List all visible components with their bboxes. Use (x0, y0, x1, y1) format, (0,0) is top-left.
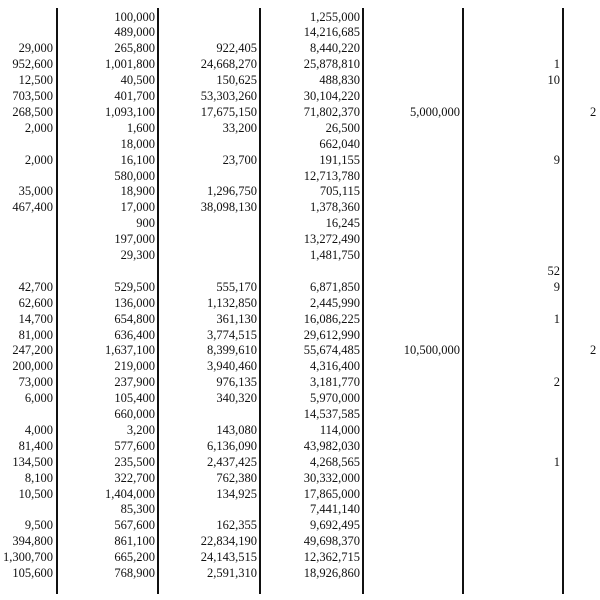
table-cell-col-6: 10 (547, 73, 560, 88)
table-row (0, 57, 600, 73)
table-cell-col-4: 662,040 (319, 136, 360, 151)
table-cell-col-4: 16,245 (325, 216, 360, 231)
table-row (0, 423, 600, 439)
table-row (0, 153, 600, 169)
table-cell-col-1: 10,500 (18, 486, 53, 501)
table-cell-col-1: 62,600 (18, 295, 53, 310)
table-row (0, 407, 600, 423)
table-row (0, 439, 600, 455)
table-cell-col-1: 14,700 (18, 311, 53, 326)
table-row (0, 312, 600, 328)
table-cell-col-4: 26,500 (325, 120, 360, 135)
table-cell-col-4: 4,268,565 (310, 454, 360, 469)
table-cell-col-2: 1,600 (126, 120, 155, 135)
table-cell-col-2: 489,000 (114, 25, 155, 40)
table-cell-col-1: 12,500 (18, 73, 53, 88)
table-cell-col-4: 705,115 (319, 184, 360, 199)
table-cell-col-4: 13,272,490 (303, 232, 360, 247)
table-cell-col-2: 29,300 (120, 248, 155, 262)
table-cell-col-1: 73,000 (18, 375, 53, 390)
table-cell-col-3: 162,355 (216, 518, 257, 533)
table-row (0, 296, 600, 312)
table-row (0, 343, 600, 359)
table-cell-col-4: 16,086,225 (303, 311, 360, 326)
table-cell-col-5: 5,000,000 (410, 104, 460, 119)
table-row (0, 518, 600, 534)
table-row (0, 534, 600, 550)
table-cell-col-3: 38,098,130 (200, 200, 257, 215)
table-cell-col-2: 861,100 (114, 534, 155, 549)
table-cell-col-6: 9 (553, 152, 560, 167)
table-row (0, 73, 600, 89)
table-row (0, 502, 600, 518)
table-row (0, 25, 600, 41)
table-cell-col-2: 16,100 (120, 152, 155, 167)
table-cell-col-7: 2 (590, 343, 597, 358)
table-cell-col-4: 30,104,220 (303, 89, 360, 103)
table-cell-col-4: 1,481,750 (310, 248, 360, 262)
table-row (0, 216, 600, 232)
table-cell-col-4: 18,926,860 (303, 566, 360, 580)
table-cell-col-4: 6,871,850 (310, 279, 360, 294)
table-cell-col-6: 1 (553, 57, 560, 72)
table-cell-col-3: 24,143,515 (200, 550, 257, 565)
table-cell-col-3: 150,625 (216, 73, 257, 88)
table-cell-col-4: 114,000 (319, 422, 360, 437)
table-row (0, 121, 600, 137)
table-row (0, 89, 600, 105)
table-cell-col-2: 219,000 (114, 359, 155, 374)
table-cell-col-7: 2 (590, 104, 597, 119)
table-cell-col-4: 17,865,000 (303, 486, 360, 501)
table-cell-col-2: 577,600 (114, 438, 155, 453)
table-cell-col-2: 105,400 (114, 391, 155, 406)
table-cell-col-3: 143,080 (216, 422, 257, 437)
table-cell-col-3: 1,296,750 (207, 184, 257, 199)
table-cell-col-2: 636,400 (114, 327, 155, 342)
table-row (0, 328, 600, 344)
table-cell-col-2: 665,200 (114, 550, 155, 565)
table-cell-col-2: 40,500 (120, 73, 155, 88)
table-row (0, 137, 600, 153)
table-row (0, 471, 600, 487)
table-cell-col-1: 134,500 (12, 454, 53, 469)
table-cell-col-4: 3,181,770 (310, 375, 360, 390)
table-cell-col-1: 81,400 (18, 438, 53, 453)
table-cell-col-4: 14,537,585 (303, 407, 360, 421)
table-cell-col-2: 1,093,100 (105, 104, 155, 119)
table-cell-col-4: 2,445,990 (310, 295, 360, 310)
table-cell-col-4: 29,612,990 (303, 327, 360, 342)
table-cell-col-1: 8,100 (24, 470, 53, 485)
table-cell-col-2: 18,000 (120, 136, 155, 151)
table-cell-col-1: 703,500 (12, 89, 53, 103)
table-cell-col-4: 5,970,000 (310, 391, 360, 406)
table-row (0, 566, 600, 582)
table-cell-col-4: 30,332,000 (303, 470, 360, 485)
table-cell-col-4: 43,982,030 (303, 438, 360, 453)
table-cell-col-3: 1,132,850 (207, 295, 257, 310)
table-cell-col-1: 2,000 (24, 120, 53, 135)
table-cell-col-2: 3,200 (126, 422, 155, 437)
table-cell-col-1: 42,700 (18, 279, 53, 294)
table-row (0, 41, 600, 57)
table-row (0, 391, 600, 407)
table-cell-col-2: 768,900 (114, 566, 155, 580)
table-cell-col-1: 394,800 (12, 534, 53, 549)
table-cell-col-6: 9 (553, 279, 560, 294)
table-cell-col-2: 136,000 (114, 295, 155, 310)
table-cell-col-1: 6,000 (24, 391, 53, 406)
table-row (0, 455, 600, 471)
table-cell-col-1: 2,000 (24, 152, 53, 167)
table-cell-col-1: 105,600 (12, 566, 53, 580)
table-cell-col-2: 18,900 (120, 184, 155, 199)
table-cell-col-2: 1,637,100 (105, 343, 155, 358)
table-cell-col-4: 191,155 (319, 152, 360, 167)
table-cell-col-2: 265,800 (114, 41, 155, 56)
table-cell-col-1: 81,000 (18, 327, 53, 342)
table-cell-col-2: 85,300 (120, 502, 155, 517)
table-cell-col-4: 55,674,485 (303, 343, 360, 358)
table-cell-col-2: 654,800 (114, 311, 155, 326)
table-cell-col-2: 197,000 (114, 232, 155, 247)
table-cell-col-3: 340,320 (216, 391, 257, 406)
table-cell-col-1: 29,000 (18, 41, 53, 56)
table-row (0, 200, 600, 216)
table-cell-col-2: 235,500 (114, 454, 155, 469)
table-cell-col-3: 17,675,150 (200, 104, 257, 119)
table-cell-col-4: 12,713,780 (303, 168, 360, 183)
table-cell-col-4: 25,878,810 (303, 57, 360, 72)
table-cell-col-2: 322,700 (114, 470, 155, 485)
table-cell-col-4: 1,255,000 (310, 9, 360, 24)
table-cell-col-3: 8,399,610 (207, 343, 257, 358)
table-cell-col-2: 567,600 (114, 518, 155, 533)
table-cell-col-4: 488,830 (319, 73, 360, 88)
table-row (0, 487, 600, 503)
table-cell-col-3: 134,925 (216, 486, 257, 501)
table-cell-col-1: 1,300,700 (3, 550, 53, 565)
table-cell-col-1: 467,400 (12, 200, 53, 215)
table-cell-col-3: 2,591,310 (207, 566, 257, 580)
table-cell-col-2: 1,001,800 (105, 57, 155, 72)
table-cell-col-3: 976,135 (216, 375, 257, 390)
table-cell-col-2: 900 (136, 216, 155, 231)
table-cell-col-6: 2 (553, 375, 560, 390)
table-cell-col-3: 2,437,425 (207, 454, 257, 469)
table-row (0, 184, 600, 200)
table-row (0, 10, 600, 26)
table-cell-col-6: 1 (553, 311, 560, 326)
table-cell-col-1: 952,600 (12, 57, 53, 72)
table-cell-col-3: 555,170 (216, 279, 257, 294)
table-row (0, 264, 600, 280)
table-cell-col-3: 23,700 (222, 152, 257, 167)
table-cell-col-2: 401,700 (114, 89, 155, 103)
table-cell-col-4: 9,692,495 (310, 518, 360, 533)
table-cell-col-1: 9,500 (24, 518, 53, 533)
table-row (0, 169, 600, 185)
table-cell-col-3: 3,940,460 (207, 359, 257, 374)
table-cell-col-3: 22,834,190 (200, 534, 257, 549)
table-cell-col-4: 12,362,715 (303, 550, 360, 565)
table-cell-col-6: 52 (547, 263, 560, 278)
table-cell-col-4: 71,802,370 (303, 104, 360, 119)
table-cell-col-2: 1,404,000 (105, 486, 155, 501)
table-cell-col-6: 1 (553, 454, 560, 469)
table-cell-col-1: 35,000 (18, 184, 53, 199)
table-cell-col-3: 762,380 (216, 470, 257, 485)
table-row (0, 359, 600, 375)
table-cell-col-4: 1,378,360 (310, 200, 360, 215)
table-cell-col-2: 660,000 (114, 407, 155, 421)
table-cell-col-4: 4,316,400 (310, 359, 360, 374)
table-cell-col-2: 100,000 (114, 9, 155, 24)
table-cell-col-3: 361,130 (216, 311, 257, 326)
table-row (0, 232, 600, 248)
table-cell-col-2: 237,900 (114, 375, 155, 390)
table-row (0, 105, 600, 121)
table-cell-col-1: 4,000 (24, 422, 53, 437)
table-cell-col-2: 529,500 (114, 279, 155, 294)
table-cell-col-4: 7,441,140 (310, 502, 360, 517)
table-cell-col-3: 53,303,260 (200, 89, 257, 103)
table-row (0, 550, 600, 566)
table-row (0, 280, 600, 296)
table-cell-col-3: 33,200 (222, 120, 257, 135)
table-cell-col-5: 10,500,000 (403, 343, 460, 358)
table-cell-col-1: 268,500 (12, 104, 53, 119)
table-cell-col-3: 3,774,515 (207, 327, 257, 342)
table-cell-col-3: 6,136,090 (207, 438, 257, 453)
table-cell-col-4: 8,440,220 (310, 41, 360, 56)
table-cell-col-3: 922,405 (216, 41, 257, 56)
table-row (0, 375, 600, 391)
table-cell-col-1: 247,200 (12, 343, 53, 358)
table-cell-col-4: 14,216,685 (303, 25, 360, 40)
table-cell-col-1: 200,000 (12, 359, 53, 374)
table-cell-col-3: 24,668,270 (200, 57, 257, 72)
table-row (0, 248, 600, 264)
table-cell-col-2: 580,000 (114, 168, 155, 183)
table-cell-col-4: 49,698,370 (303, 534, 360, 549)
table-cell-col-2: 17,000 (120, 200, 155, 215)
